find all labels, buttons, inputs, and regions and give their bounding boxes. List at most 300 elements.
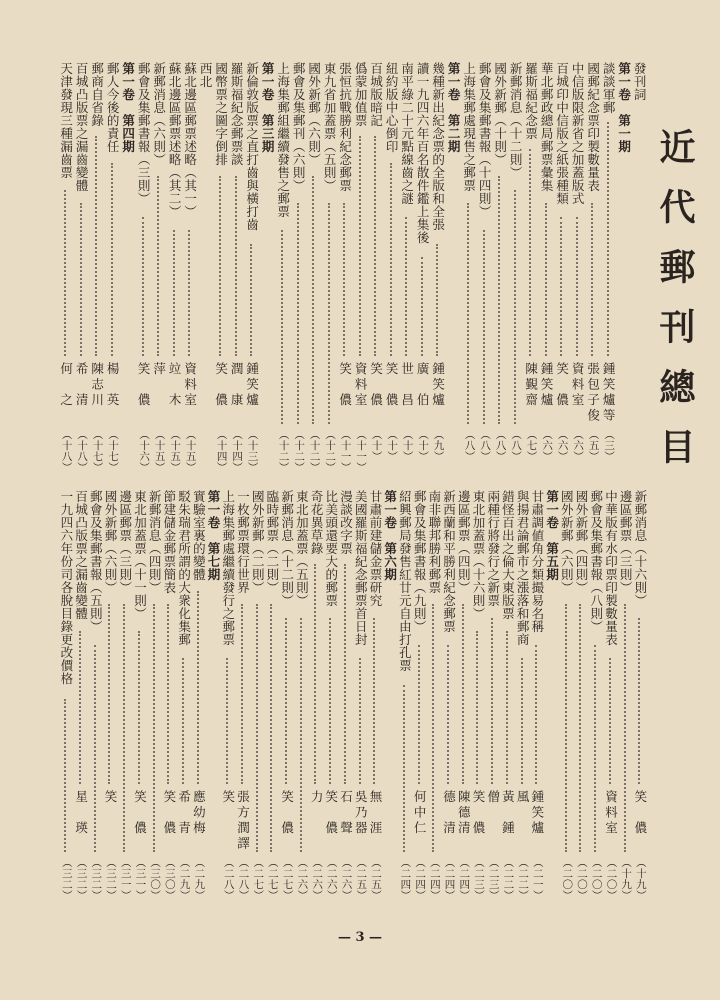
leader-dots <box>123 604 127 852</box>
leader-dots <box>624 604 628 852</box>
toc-entry-page: （二八） <box>222 857 235 901</box>
toc-entry-title: 國外新郵（六則） <box>306 62 322 166</box>
toc-entry-page: （十九） <box>634 857 647 901</box>
toc-entry <box>294 490 308 900</box>
toc-entry <box>618 490 632 900</box>
toc-entry-page: （二六） <box>340 857 353 901</box>
toc-entry-page: （三一） <box>134 857 147 901</box>
toc-entry <box>508 62 523 472</box>
toc-entry-title: 上海集郵組繼續發售之郵票 <box>275 62 291 218</box>
leader-dots <box>476 631 480 784</box>
toc-entry-title: 比美頭還要大的郵票 <box>323 490 339 607</box>
toc-entry-page: （十） <box>401 429 414 462</box>
leader-dots <box>491 618 495 785</box>
toc-entry-author: 何中仁 <box>412 790 428 837</box>
toc-entry-author: 資料室 <box>182 362 198 409</box>
leader-dots <box>638 618 642 785</box>
leader-dots <box>281 230 285 424</box>
leader-dots <box>312 176 316 424</box>
toc-entry-author: 笑 儂 <box>161 790 177 837</box>
toc-entry <box>198 62 213 472</box>
toc-entry-page: （二六） <box>296 857 309 901</box>
toc-section-bottom <box>58 490 646 900</box>
toc-issue-header <box>544 490 558 900</box>
toc-entry-title: 兩種行將發行之新票 <box>485 490 501 607</box>
toc-entry-page: （二〇） <box>576 857 588 901</box>
toc-entry-page: （八） <box>494 429 507 462</box>
toc-entry-title: 東北加蓋票（十一則） <box>132 490 148 620</box>
leader-dots <box>609 658 613 784</box>
leader-dots <box>108 604 112 784</box>
toc-entry <box>105 62 120 472</box>
toc-entry-title: 百城版暗記 <box>368 62 384 127</box>
toc-entry-page: （二九） <box>178 857 191 901</box>
toc-entry <box>147 490 161 900</box>
leader-dots <box>94 645 98 853</box>
leader-dots <box>607 122 611 356</box>
leader-dots <box>506 631 510 784</box>
toc-entry <box>461 62 476 472</box>
toc-entry-title: 郵會及集郵刊（六則） <box>291 62 307 192</box>
toc-entry-page: （二六） <box>311 857 324 901</box>
toc-entry-page: （十二） <box>277 429 290 473</box>
toc-entry-title: 郵商自省錄 <box>89 62 105 127</box>
toc-entry-title: 第一卷 第三期 <box>260 62 276 153</box>
leader-dots <box>560 217 564 357</box>
toc-entry-title: 南平綠二十元點線齒之謎 <box>399 62 415 205</box>
toc-entry-page: （三二） <box>60 857 73 901</box>
toc-entry-author: 資料室 <box>353 362 369 409</box>
toc-entry-author: 廣 伯 <box>415 362 431 409</box>
toc-entry-author: 僧 <box>485 790 501 806</box>
leader-dots <box>432 604 436 852</box>
toc-entry-title: 一九四六年份司各脫目錄更改價格 <box>58 490 74 685</box>
toc-entry-author: 希 清 <box>74 362 90 409</box>
toc-entry-title: 國外新郵（十則） <box>492 62 508 166</box>
toc-entry-page: （二六） <box>325 857 338 901</box>
toc-entry <box>554 62 569 472</box>
toc-entry-author: 張包子俊 <box>585 362 601 424</box>
toc-entry-title: 國外新郵（六則） <box>559 490 575 594</box>
toc-entry-page: （十六） <box>138 429 151 473</box>
toc-entry-author: 笑 儂 <box>279 790 295 837</box>
toc-entry <box>220 490 234 900</box>
leader-dots <box>235 176 239 356</box>
toc-entry <box>485 490 499 900</box>
toc-entry-author: 笑 儂 <box>470 790 486 837</box>
toc-entry-author: 笑 <box>103 790 118 806</box>
toc-entry <box>279 490 293 900</box>
toc-entry-title: 談談軍郵 <box>601 62 617 114</box>
toc-entry-author: 資料室 <box>603 790 619 837</box>
toc-entry-author: 陳志川 <box>89 362 105 409</box>
toc-entry-author: 何 之 <box>58 362 74 409</box>
toc-entry-page: （二四） <box>443 857 456 901</box>
leader-dots <box>250 244 254 357</box>
toc-entry-title: 華北郵政總局郵票彙集 <box>539 62 555 192</box>
toc-entry-page: （三） <box>603 429 616 462</box>
toc-entry-page: （十二） <box>308 429 321 473</box>
toc-entry-title: 新郵消息（十六則） <box>632 490 648 607</box>
toc-entry <box>161 490 175 900</box>
leader-dots <box>390 163 394 357</box>
toc-entry-page: （十） <box>386 429 399 462</box>
toc-entry-title: 新郵消息（四則） <box>147 490 163 594</box>
toc-entry-author: 力 <box>309 790 325 806</box>
toc-entry-title: 國外新郵（六則） <box>103 490 118 594</box>
toc-entry-title: 東北加蓋票（五則） <box>294 490 310 607</box>
toc-entry-title: 新西蘭和平勝利紀念郵票 <box>441 490 457 633</box>
toc-entry <box>58 490 72 900</box>
leader-dots <box>256 604 260 852</box>
toc-entry <box>539 62 554 472</box>
toc-entry-page: （十四） <box>215 429 228 473</box>
toc-entry <box>500 490 514 900</box>
toc-entry <box>353 62 368 472</box>
toc-entry-title: 發刊詞 <box>632 62 648 101</box>
toc-entry-title: 第一卷 第二期 <box>446 62 462 153</box>
toc-entry-author: 德 清 <box>441 790 457 837</box>
toc-entry-title: 羅斯福紀念郵票談 <box>229 62 245 166</box>
toc-entry-author: 星 瑛 <box>73 790 89 837</box>
toc-entry-page: （二四） <box>458 857 471 901</box>
toc-entry-author: 吳乃器 <box>353 790 369 837</box>
leader-dots <box>359 658 363 784</box>
toc-entry-page: （二一） <box>531 857 544 901</box>
leader-dots <box>64 699 68 853</box>
toc-entry <box>275 62 290 472</box>
toc-entry-page: （二三） <box>472 857 485 901</box>
leader-dots <box>226 658 230 784</box>
toc-entry <box>559 490 573 900</box>
toc-entry <box>58 62 73 472</box>
toc-entry-author: 鍾笑爐 <box>244 362 260 409</box>
toc-entry-title: 百城凸版票之漏齒變體 <box>74 62 90 192</box>
toc-entry <box>399 62 414 472</box>
toc-entry <box>250 490 264 900</box>
toc-entry <box>573 490 587 900</box>
toc-entry <box>191 490 205 900</box>
toc-entry-page: （二七） <box>281 857 294 901</box>
toc-entry-title: 第一卷 第四期 <box>120 62 136 153</box>
toc-entry <box>167 62 182 472</box>
toc-entry <box>182 62 197 472</box>
toc-entry-author: 笑 儂 <box>136 362 152 409</box>
leader-dots <box>483 230 487 424</box>
leader-dots <box>436 244 440 357</box>
toc-entry-title: 蘇北邊區郵票述略（其一） <box>182 62 198 218</box>
toc-entry-page: （三二） <box>90 857 103 901</box>
leader-dots <box>297 203 301 424</box>
toc-entry-page: （二九） <box>193 857 206 901</box>
toc-entry-page: （三〇） <box>163 857 176 901</box>
toc-entry-page: （三一） <box>119 857 132 901</box>
toc-entry-title: 郵會及集郵書報（五則） <box>88 490 104 633</box>
toc-entry <box>430 62 445 472</box>
toc-entry-author: 風 <box>515 790 531 806</box>
toc-entry-page: （十七） <box>107 429 120 473</box>
toc-entry <box>323 490 337 900</box>
toc-entry-page: （二〇） <box>590 857 603 901</box>
leader-dots <box>576 217 580 357</box>
toc-entry-page: （二二） <box>502 857 515 901</box>
toc-entry-page: （十二） <box>324 429 337 473</box>
toc-entry <box>632 490 646 900</box>
toc-entry-page: （三二） <box>105 857 117 901</box>
toc-entry-author: 張方潤譯 <box>235 790 251 852</box>
toc-entry <box>368 62 383 472</box>
toc-entry-title: 郵會及集郵書報（三則） <box>136 62 152 205</box>
toc-entry-author: 笑 儂 <box>554 362 570 409</box>
leader-dots <box>403 685 407 852</box>
leader-dots <box>421 257 425 356</box>
toc-entry-title: 邊區郵票（三則） <box>117 490 133 594</box>
toc-entry-page: （十五） <box>169 429 182 473</box>
leader-dots <box>373 618 377 785</box>
toc-entry-title: 幾種新出紀念票的全版和全張 <box>430 62 446 231</box>
toc-entry <box>89 62 104 472</box>
toc-entry <box>291 62 306 472</box>
toc-entry-title: 東北加蓋票（十六則） <box>470 490 486 620</box>
toc-entry-title: 讀一九四六年百名散件鑑上集後 <box>415 62 431 244</box>
toc-entry-page: （二〇） <box>605 857 618 901</box>
leader-dots <box>314 564 318 785</box>
toc-entry-title: 西北 <box>198 62 214 88</box>
toc-entry-page: （二〇） <box>561 857 574 901</box>
toc-entry-author: 潤 康 <box>229 362 245 409</box>
toc-entry <box>384 62 399 472</box>
toc-entry-author: 笑 儂 <box>368 362 384 409</box>
toc-entry <box>136 62 151 472</box>
toc-entry-title: 天津發現三種漏齒票 <box>58 62 74 179</box>
toc-entry-page: （二四） <box>428 857 441 901</box>
toc-issue-header <box>205 490 222 900</box>
toc-entry-author: 笑 儂 <box>632 790 648 837</box>
toc-entry-page: （二五） <box>355 857 368 901</box>
toc-entry-page: （三二） <box>75 857 88 901</box>
toc-entry-title: 新倫敦版票之直打齒與橫打齒 <box>244 62 260 231</box>
toc-entry <box>456 490 470 900</box>
toc-entry-page: （八） <box>463 429 476 462</box>
leader-dots <box>157 176 161 356</box>
toc-entry <box>632 62 647 472</box>
toc-entry-title: 與揚君論郵市之漲落和郵商 <box>515 490 531 646</box>
leader-dots <box>467 203 471 424</box>
toc-entry-page: （十） <box>417 429 430 462</box>
toc-entry-title: 錯怪百出之倫大東版票 <box>500 490 516 620</box>
leader-dots <box>545 203 549 356</box>
toc-entry-author: 笑 儂 <box>323 790 339 837</box>
toc-entry <box>353 490 367 900</box>
toc-entry-title: 第一卷 第六期 <box>382 490 398 581</box>
toc-entry <box>338 490 352 900</box>
toc-entry-page: （八） <box>510 429 523 462</box>
toc-entry-title: 國幣票之圖字倒排 <box>213 62 229 166</box>
toc-issue-header <box>382 490 396 900</box>
toc-issue-header <box>260 62 275 472</box>
toc-entry-author: 楊 英 <box>105 362 121 409</box>
toc-entry-title: 實驗室裏的變體 <box>191 490 207 581</box>
toc-entry-page: （二五） <box>369 857 382 901</box>
leader-dots <box>329 618 333 785</box>
toc-entry <box>477 62 492 472</box>
toc-entry-page: （二八） <box>237 857 250 901</box>
toc-entry <box>470 490 484 900</box>
toc-entry-author: 應幼梅 <box>191 790 207 837</box>
leader-dots <box>95 136 99 357</box>
leader-dots <box>344 564 348 785</box>
toc-entry-title: 蘇北邊區郵票述略（其二） <box>167 62 183 218</box>
toc-entry-title: 第一卷 第五期 <box>544 490 560 581</box>
leader-dots <box>462 604 466 784</box>
leader-dots <box>111 163 115 357</box>
toc-entry <box>74 62 89 472</box>
toc-entry-title: 第一卷 第一期 <box>616 62 632 153</box>
toc-entry-author: 石 聲 <box>338 790 354 837</box>
toc-entry <box>367 490 381 900</box>
toc-entry-page: （二七） <box>252 857 265 901</box>
leader-dots <box>579 604 583 852</box>
toc-entry-author: 鍾笑爐 <box>539 362 555 409</box>
toc-entry-page: （七） <box>525 429 538 462</box>
toc-entry-title: 臨時郵票（二則） <box>264 490 280 594</box>
toc-entry-page: （十八） <box>60 429 73 473</box>
toc-entry <box>151 62 166 472</box>
toc-entry-title: 國郵紀念票印製數量表 <box>585 62 601 192</box>
toc-entry <box>585 62 600 472</box>
toc-entry <box>117 490 131 900</box>
leader-dots <box>167 604 171 784</box>
toc-entry <box>306 62 321 472</box>
toc-entry <box>213 62 228 472</box>
leader-dots <box>197 591 201 785</box>
toc-entry-title: 甘肅調値角分類撮易名稱 <box>529 490 545 633</box>
leader-dots <box>565 604 569 852</box>
toc-section-top <box>58 62 646 472</box>
toc-entry-page: （九） <box>432 429 445 462</box>
toc-entry-title: 國外新郵（二則） <box>250 490 266 594</box>
toc-entry-author: 鍾笑爐等 <box>601 362 617 424</box>
toc-entry-title: 邊區郵票（三則） <box>618 490 634 594</box>
toc-entry-title: 奇花異草錄 <box>309 490 325 555</box>
toc-entry-title: 張恒抗戰勝利紀念郵票 <box>337 62 353 192</box>
leader-dots <box>328 203 332 424</box>
toc-entry-title: 南非聯邦勝利郵票 <box>426 490 442 594</box>
toc-entry-title: 郵會及集郵書報（十四則） <box>477 62 493 218</box>
toc-entry-page: （十二） <box>293 429 306 473</box>
toc-entry-title: 紹興郵局發售紅廿元自由打孔票 <box>397 490 413 672</box>
toc-entry-title: 僞蒙加值票 <box>353 62 369 127</box>
toc-entry-author: 笑 儂 <box>213 362 229 409</box>
page-title: 近代郵刊總目 <box>654 128 696 488</box>
toc-entry-page: （八） <box>479 429 492 462</box>
leader-dots <box>591 203 595 356</box>
toc-entry-title: 百城印中信版之紙張種類 <box>554 62 570 205</box>
toc-entry-title: 郵人今後的責任 <box>105 62 121 153</box>
toc-entry <box>415 62 430 472</box>
toc-entry-author: 鍾笑爐 <box>430 362 446 409</box>
toc-entry <box>492 62 507 472</box>
toc-entry-title: 漫談改字票 <box>338 490 354 555</box>
leader-dots <box>153 604 157 852</box>
toc-entry-page: （六） <box>556 429 569 462</box>
toc-entry-page: （二二） <box>517 857 530 901</box>
toc-entry <box>229 62 244 472</box>
toc-entry-page: （十五） <box>184 429 197 473</box>
leader-dots <box>285 618 289 785</box>
toc-entry-title: 新郵消息（六則） <box>151 62 167 166</box>
toc-entry-page: （六） <box>572 429 585 462</box>
toc-entry-author: 笑 儂 <box>337 362 353 409</box>
toc-entry-title: 百城凸版票之漏齒變體 <box>73 490 89 620</box>
toc-entry-title: 紐約版中心倒印 <box>384 62 400 153</box>
toc-entry <box>322 62 337 472</box>
leader-dots <box>529 149 533 356</box>
toc-entry-title: 甘肅前建儲金票研究 <box>367 490 383 607</box>
toc-entry-page: （十一） <box>355 429 368 473</box>
toc-entry-author: 黃 鍾 <box>500 790 516 837</box>
toc-entry <box>337 62 352 472</box>
toc-entry <box>588 490 602 900</box>
toc-entry <box>601 62 616 472</box>
toc-entry <box>397 490 411 900</box>
toc-entry-page: （二四） <box>414 857 427 901</box>
toc-entry-title: 節建儲金郵票簡表 <box>161 490 177 594</box>
toc-entry-page: （五） <box>587 429 600 462</box>
toc-entry-page: （十七） <box>91 429 104 473</box>
leader-dots <box>173 230 177 356</box>
toc-entry-title: 新郵消息（十二則） <box>279 490 295 607</box>
toc-entry-page: （十） <box>370 429 383 462</box>
toc-issue-header <box>120 62 135 472</box>
toc-entry <box>264 490 278 900</box>
toc-entry <box>570 62 585 472</box>
toc-entry <box>515 490 529 900</box>
toc-entry-page: （十四） <box>231 429 244 473</box>
leader-dots <box>514 190 518 425</box>
leader-dots <box>64 190 68 357</box>
toc-entry-title: 國外新郵（四則） <box>574 490 589 594</box>
toc-entry-author: 陳德清 <box>456 790 472 837</box>
toc-entry-author: 陳覲齋 <box>523 362 539 409</box>
toc-entry-author: 萍 <box>151 362 167 378</box>
toc-entry-title: 新郵消息（十二則） <box>508 62 524 179</box>
toc-entry <box>441 490 455 900</box>
toc-entry-page: （十五） <box>153 429 166 473</box>
leader-dots <box>418 645 422 785</box>
toc-entry-title: 邊區郵票（四則） <box>456 490 472 594</box>
toc-entry <box>523 62 538 472</box>
toc-entry-page: （十八） <box>76 429 89 473</box>
toc-entry-author: 鍾笑爐 <box>529 790 545 837</box>
toc-entry-page: （六） <box>541 429 554 462</box>
toc-entry <box>308 490 325 901</box>
toc-entry-title: 美國羅斯福紀念郵票首日封 <box>353 490 369 646</box>
toc-entry-title: 上海集郵處繼續發行之郵票 <box>220 490 236 646</box>
toc-entry-author: 笑 <box>220 790 236 806</box>
toc-entry-author: 笑 儂 <box>384 362 400 409</box>
toc-entry-title: 駁朱瑞君所謂的大衆化集郵 <box>176 490 192 646</box>
toc-entry-title: 中華版有水印票印製數量表 <box>603 490 619 646</box>
toc-entry <box>426 490 440 900</box>
toc-entry-page: （二三） <box>487 857 500 901</box>
toc-entry-title: 第一卷 第七期 <box>206 490 222 581</box>
toc-entry-author: 世 昌 <box>399 362 415 409</box>
leader-dots <box>594 645 598 853</box>
toc-entry-title: 郵會及集郵書報（九則） <box>412 490 428 633</box>
toc-entry <box>529 490 543 900</box>
toc-entry <box>73 490 87 900</box>
